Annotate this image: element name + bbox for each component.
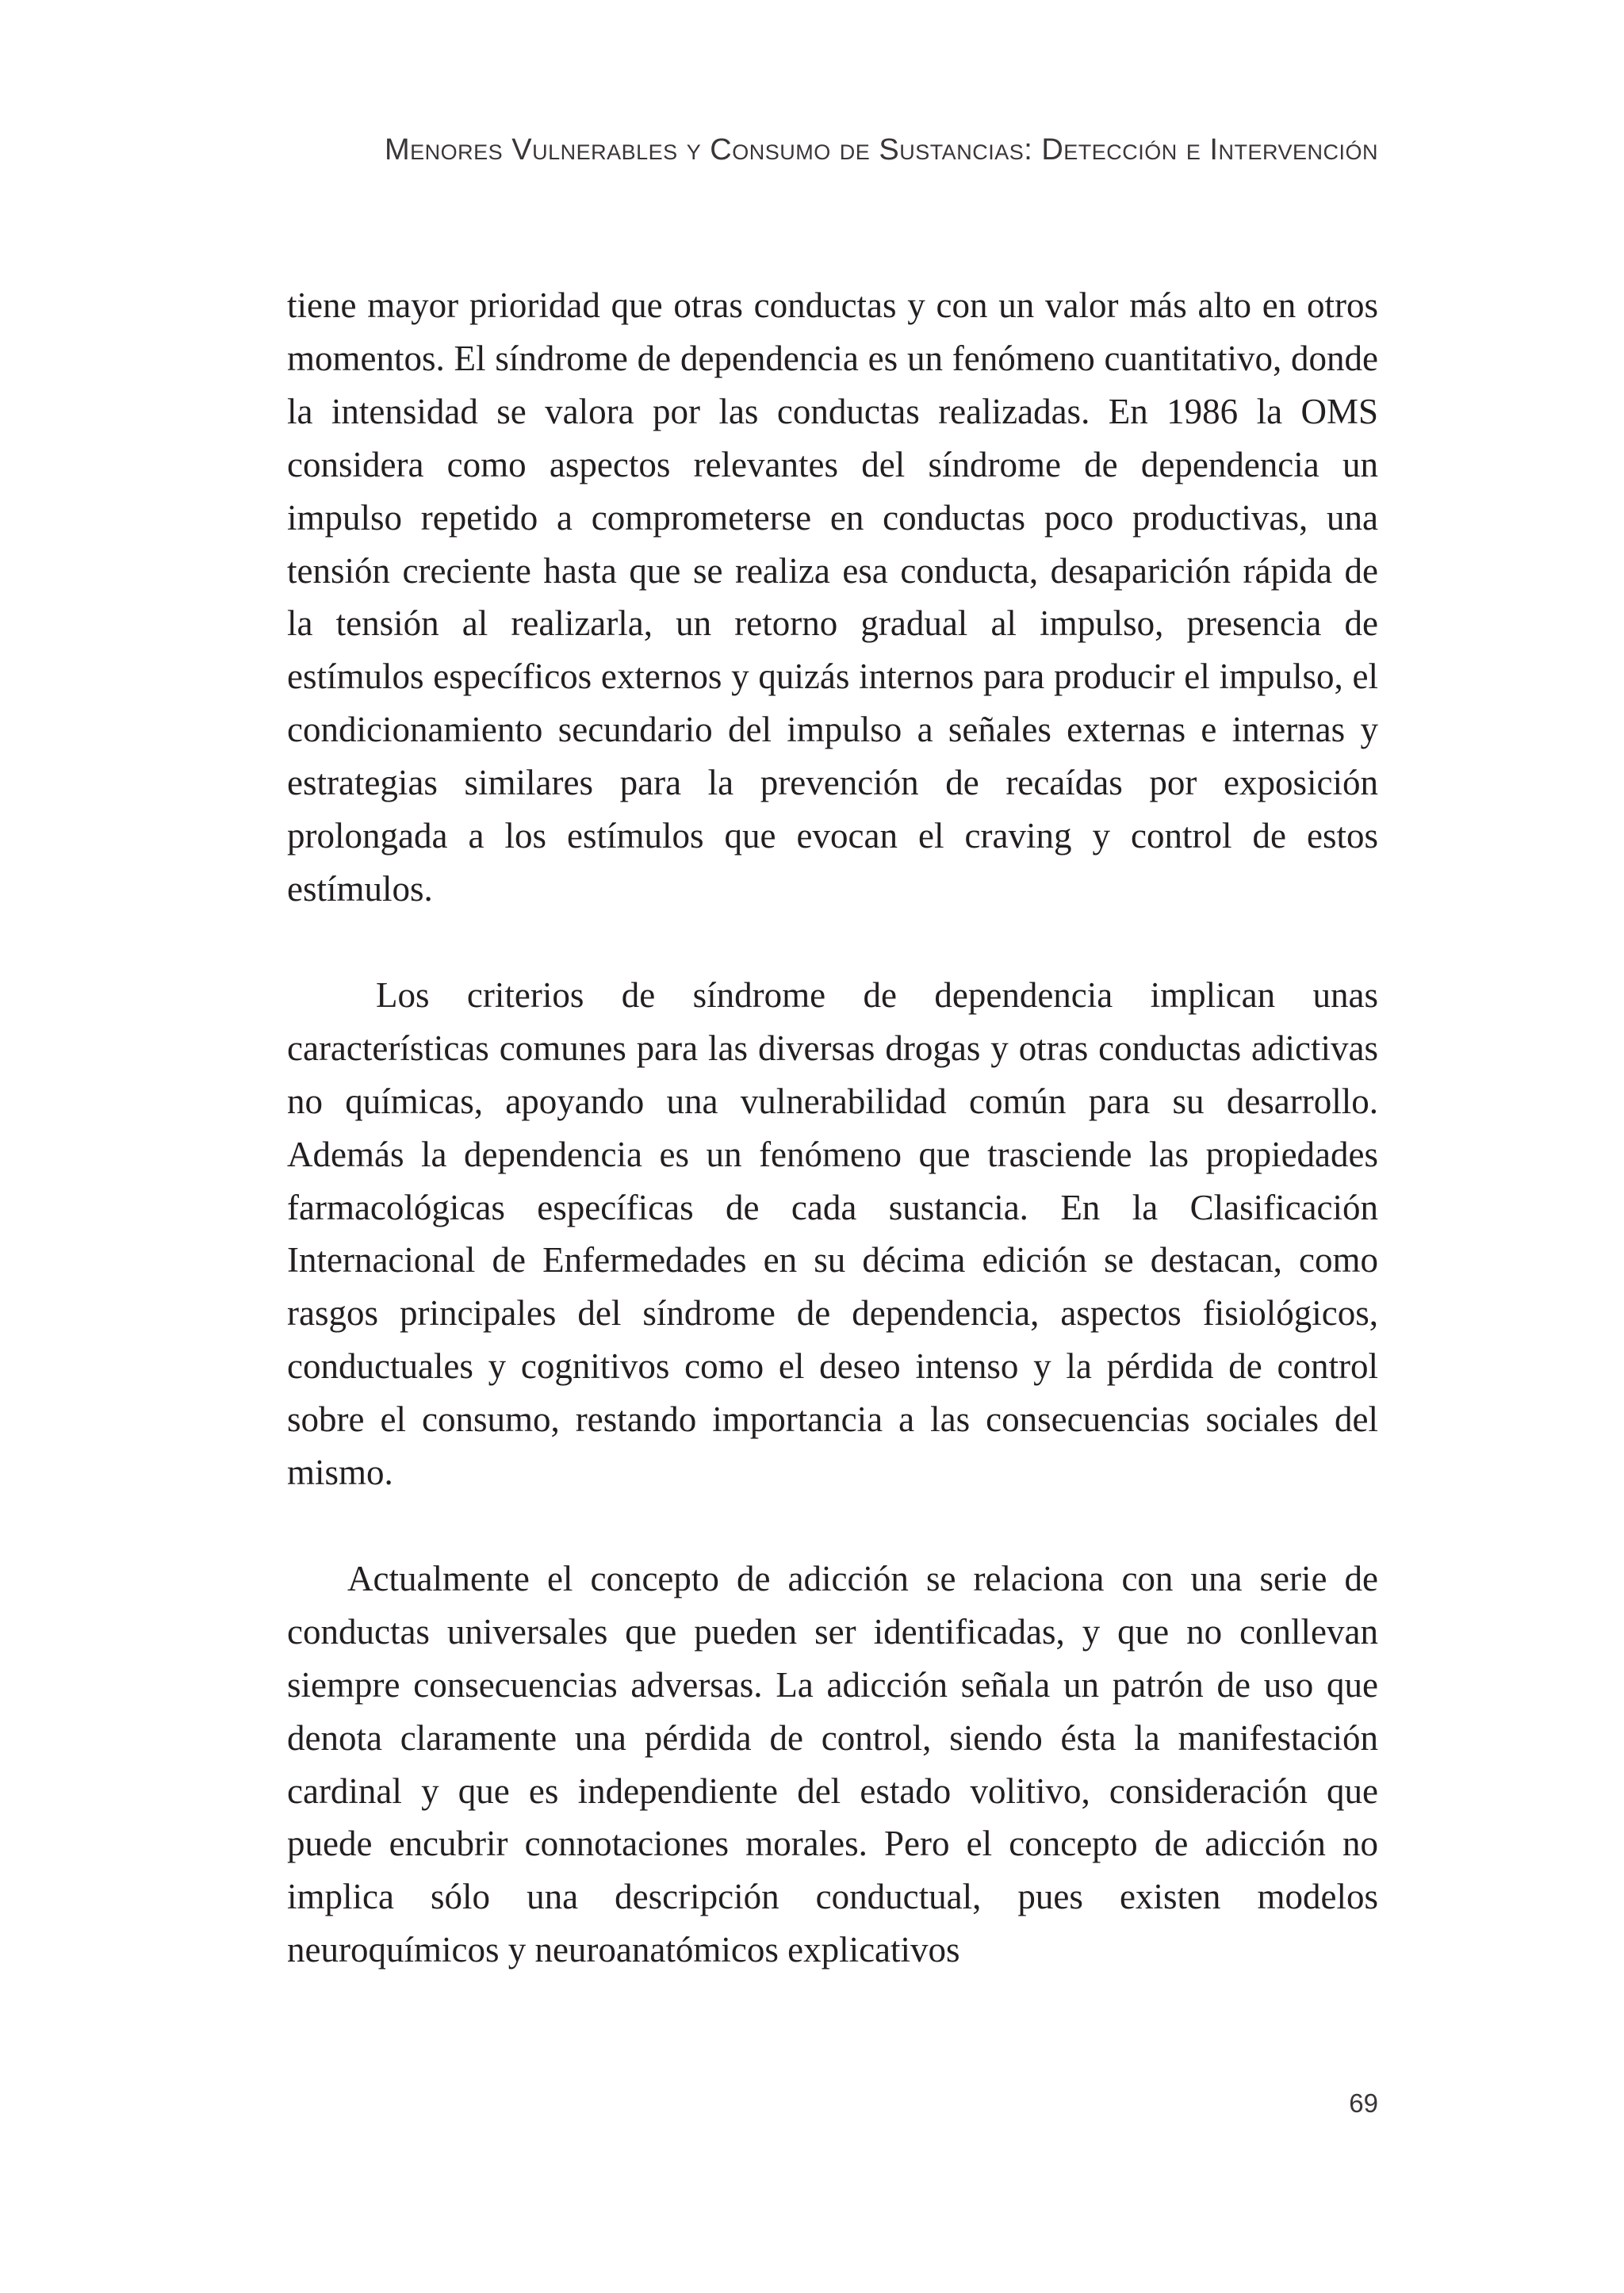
paragraph-2: Los criterios de síndrome de dependencia implican unas características comunes para las diversas drogas y otras conductas adictivas no químicas, apoyando una vulnerabilidad común para su desarrollo. Además la dependencia es un fenómeno que trasciende las propiedades farmacológicas específicas de cada sustancia. En la Clasificación Internacional de Enfermedades en su décima edición se destacan, como rasgos principales del síndrome de dependencia, aspectos fisiológicos, conductuales y cognitivos como el deseo intenso y la pérdida de control sobre el consumo, restando importancia a las consecuencias sociales del mismo. — [287, 974, 1378, 1493]
running-header: Menores Vulnerables y Consumo de Sustancias: Detección e Intervención — [385, 133, 1378, 167]
paragraph-1: tiene mayor prioridad que otras conductas y con un valor más alto en otros momentos. El síndrome de dependencia es un fenómeno cuantitativo, donde la intensidad se valora por las conductas realizadas. En 1986 la OMS considera como aspectos relevantes del síndrome de dependencia un impulso repetido a comprometerse en conductas poco productivas, una tensión creciente hasta que se realiza esa conducta, desaparición rápida de la tensión al realizarla, un retorno gradual al impulso, presencia de estímulos específicos externos y quizás internos para producir el impulso, el condicionamiento secundario del impulso a señales externas e internas y estrategias similares para la prevención de recaídas por exposición prolongada a los estímulos que evocan el craving y control de estos estímulos. — [287, 285, 1378, 909]
page-number: 69 — [1349, 2088, 1378, 2118]
paragraph-3: Actualmente el concepto de adicción se relaciona con una serie de conductas universales que pueden ser identificadas, y que no conllevan siempre consecuencias adversas. La adicción señala un patrón de uso que denota claramente una pérdida de control, siendo ésta la manifestación cardinal y que es independiente del estado volitivo, consideración que puede encubrir connotaciones morales. Pero el concepto de adicción no implica sólo una descripción conductual, pues existen modelos neuroquímicos y neuroanatómicos explicativos — [287, 1558, 1378, 1970]
body-text — [287, 279, 1378, 1977]
